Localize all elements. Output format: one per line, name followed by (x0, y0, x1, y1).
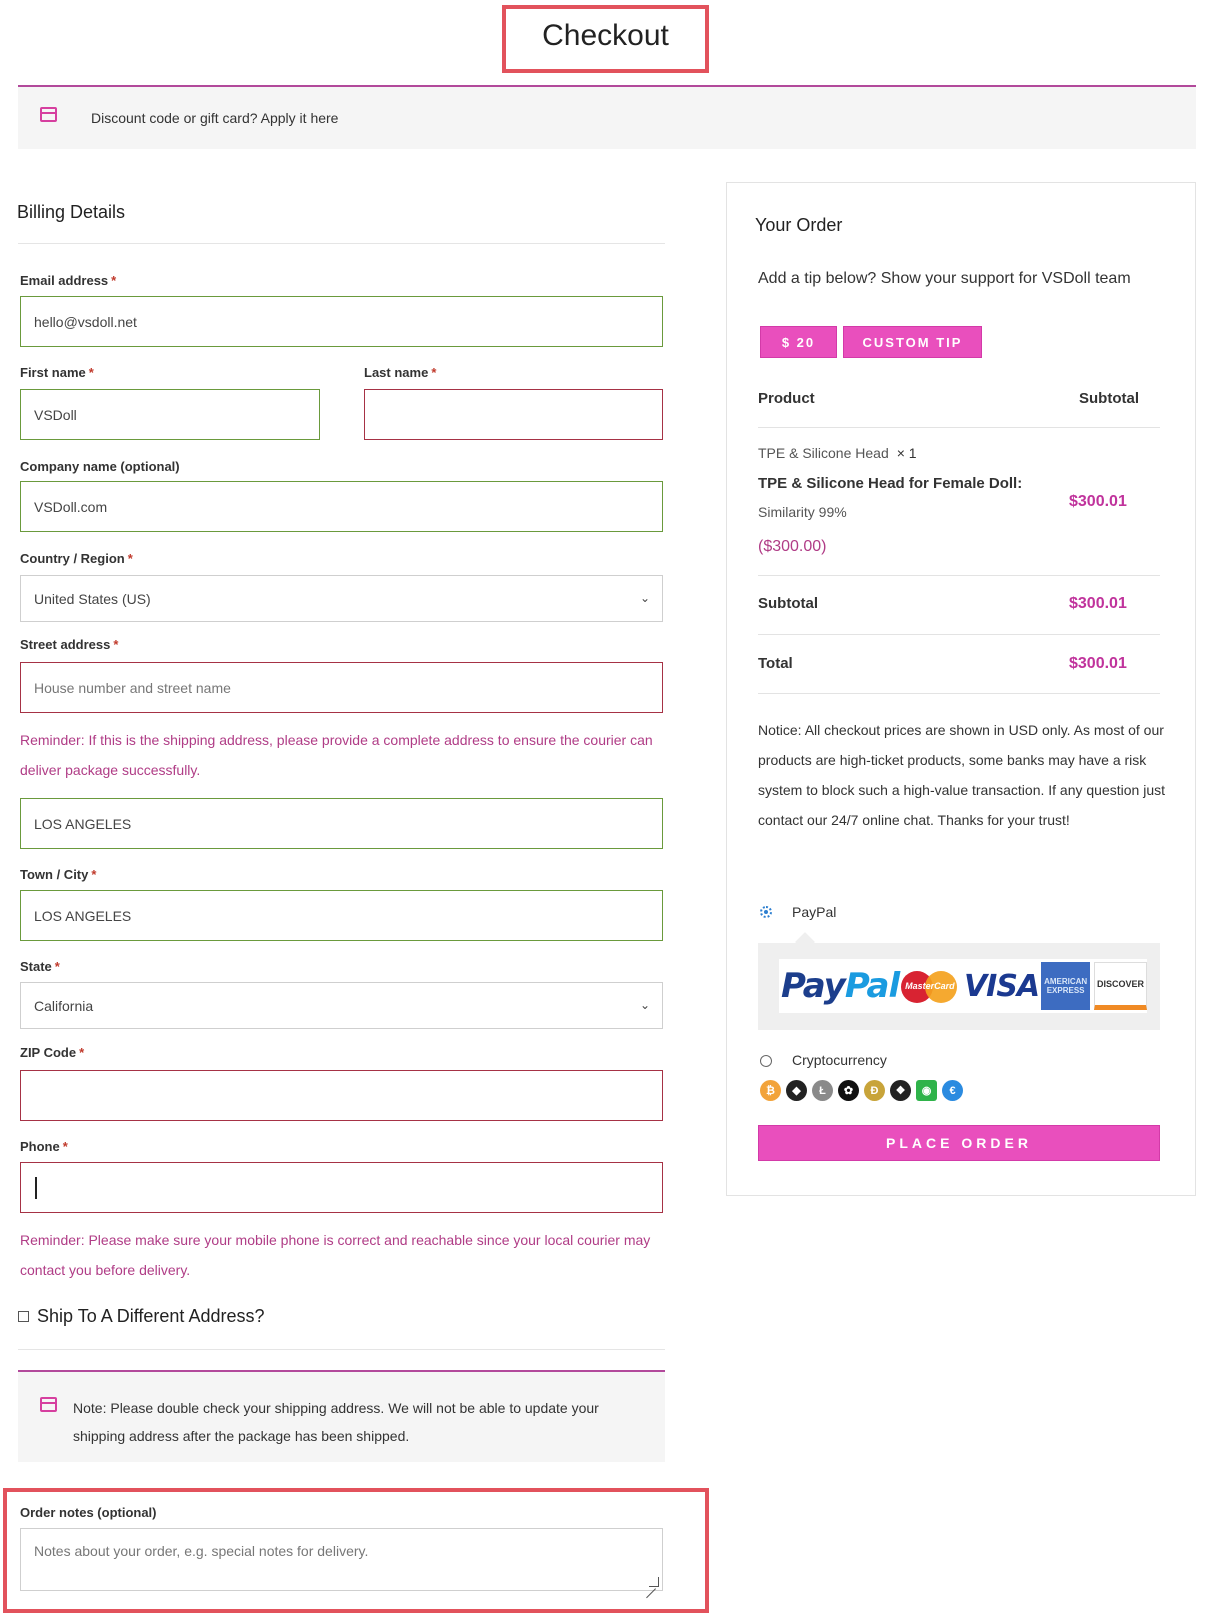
page-title: Checkout (542, 19, 669, 52)
dogecoin-icon: Ð (864, 1080, 885, 1101)
product-name: TPE & Silicone Head × 1 (758, 445, 917, 461)
tip-20-button[interactable]: $ 20 (760, 326, 837, 358)
first-name-label: First name * (20, 365, 94, 380)
discount-banner[interactable] (18, 87, 1196, 149)
email-field[interactable]: hello@vsdoll.net (20, 296, 663, 347)
mastercard-logo: MasterCard (901, 968, 958, 1004)
text-cursor (35, 1177, 37, 1199)
chevron-down-icon: ⌄ (639, 591, 650, 605)
paypal-label[interactable]: PayPal (792, 904, 837, 920)
country-label: Country / Region * (20, 551, 133, 566)
resize-handle-icon[interactable] (649, 1577, 659, 1587)
ship-different-label[interactable]: Ship To A Different Address? (37, 1306, 265, 1326)
checkout-notice: Notice: All checkout prices are shown in USD only. As most of our products are high-ticket products, some banks may have a risk system to block such a high-value transaction. If any question just contact our 24/7 online chat. Thanks for your trust! (758, 722, 1165, 828)
paypal-radio[interactable] (760, 906, 772, 918)
product-option-price: ($300.00) (758, 538, 827, 555)
table-divider (758, 575, 1160, 576)
zip-label: ZIP Code * (20, 1045, 85, 1060)
message-icon (40, 107, 57, 122)
subtotal-label: Subtotal (758, 595, 818, 612)
crypto-coin-icon: ✿ (838, 1080, 859, 1101)
custom-tip-button[interactable]: CUSTOM TIP (843, 326, 982, 358)
last-name-label: Last name * (364, 365, 437, 380)
street-address-field[interactable]: House number and street name (20, 662, 663, 713)
phone-field[interactable] (20, 1162, 663, 1213)
company-field[interactable]: VSDoll.com (20, 481, 663, 532)
zip-field[interactable] (20, 1070, 663, 1121)
shipping-note-text: Note: Please double check your shipping address. We will not be able to update your shipping address after the package has been shipped. (73, 1400, 599, 1444)
city-field[interactable]: LOS ANGELES (20, 890, 663, 941)
bitcoin-icon: ₿ (760, 1080, 781, 1101)
street-reminder: Reminder: If this is the shipping address, please provide a complete address to ensure the courier can deliver package successfully. (20, 732, 653, 778)
message-icon (40, 1397, 57, 1412)
order-notes-label: Order notes (optional) (20, 1505, 157, 1520)
place-order-button[interactable]: PLACE ORDER (758, 1125, 1160, 1161)
billing-heading: Billing Details (17, 202, 126, 222)
table-divider (758, 427, 1160, 428)
amex-logo: AMERICAN EXPRESS (1041, 962, 1090, 1010)
email-label: Email address * (20, 273, 117, 288)
city-label: Town / City * (20, 867, 97, 882)
subtotal-column-header: Subtotal (1079, 390, 1139, 407)
tip-prompt: Add a tip below? Show your support for VSDoll team (758, 270, 1131, 287)
usdc-icon: € (942, 1080, 963, 1101)
crypto-token-icon: ❖ (890, 1080, 911, 1101)
order-summary-panel (726, 182, 1196, 1196)
ethereum-icon: ◆ (786, 1080, 807, 1101)
company-label: Company name (optional) (20, 459, 180, 474)
subtotal-value: $300.01 (1069, 595, 1127, 612)
ship-divider (18, 1349, 665, 1350)
discount-link[interactable]: Discount code or gift card? Apply it here (91, 110, 339, 126)
product-option-detail: Similarity 99% (758, 504, 847, 520)
phone-label: Phone * (20, 1139, 68, 1154)
phone-reminder: Reminder: Please make sure your mobile phone is correct and reachable since your local courier may contact you before delivery. (20, 1232, 651, 1278)
chevron-down-icon: ⌄ (639, 998, 650, 1012)
order-heading: Your Order (755, 215, 843, 235)
litecoin-icon: Ł (812, 1080, 833, 1101)
visa-logo: VISA (963, 968, 1040, 1004)
paypal-logos-box (758, 943, 1160, 1030)
paypal-logo: PayPal (781, 966, 900, 1006)
ship-different-toggle[interactable] (18, 1306, 265, 1327)
billing-divider (18, 243, 665, 244)
last-name-field[interactable] (364, 389, 663, 440)
discover-logo: DISCOVER (1094, 962, 1147, 1010)
address-line2-field[interactable]: LOS ANGELES (20, 798, 663, 849)
total-value: $300.01 (1069, 655, 1127, 672)
state-select[interactable]: California ⌄ (20, 982, 663, 1029)
product-column-header: Product (758, 390, 815, 407)
shipping-note (18, 1370, 665, 1462)
total-label: Total (758, 655, 793, 672)
country-select[interactable]: United States (US) ⌄ (20, 575, 663, 622)
crypto-label[interactable]: Cryptocurrency (792, 1052, 887, 1068)
cash-icon: ◉ (916, 1080, 937, 1101)
crypto-icons (760, 1080, 968, 1101)
table-divider (758, 693, 1160, 694)
product-price: $300.01 (1069, 493, 1127, 510)
product-option-title: TPE & Silicone Head for Female Doll: (758, 475, 1023, 492)
order-notes-textarea[interactable]: Notes about your order, e.g. special notes for delivery. (20, 1528, 663, 1591)
street-label: Street address * (20, 637, 119, 652)
page-title-highlight (502, 5, 709, 73)
first-name-field[interactable]: VSDoll (20, 389, 320, 440)
state-label: State * (20, 959, 60, 974)
crypto-radio[interactable] (760, 1055, 772, 1067)
ship-different-checkbox[interactable] (18, 1311, 29, 1322)
table-divider (758, 634, 1160, 635)
